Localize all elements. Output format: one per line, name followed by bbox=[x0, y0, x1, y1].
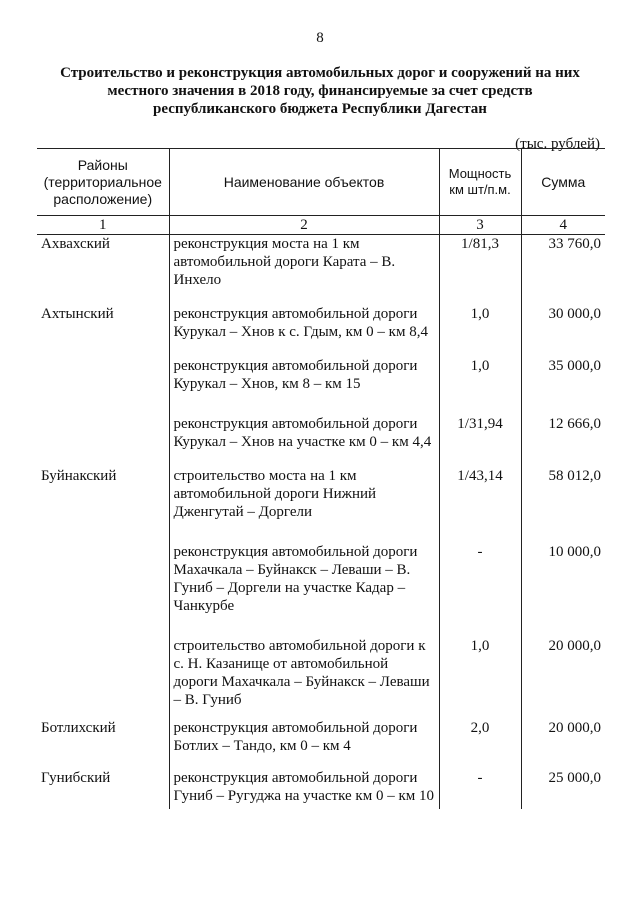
table-row bbox=[37, 719, 605, 769]
amount-cell: 58 012,0 bbox=[521, 467, 605, 543]
district-cell: Буйнакский bbox=[37, 467, 169, 543]
object-cell: реконструкция автомобильной дороги Махачкала – Буйнакск – Леваши – В. Гуниб – Доргели на участке Кадар – Чанкурбе bbox=[169, 543, 439, 637]
column-number: 1 bbox=[37, 216, 169, 235]
object-cell: реконструкция автомобильной дороги Ботлих – Тандо, км 0 – км 4 bbox=[169, 719, 439, 769]
header-capacity: Мощность км шт/п.м. bbox=[439, 149, 521, 216]
amount-cell: 25 000,0 bbox=[521, 769, 605, 809]
units-note: (тыс. рублей) bbox=[515, 136, 600, 152]
table-row bbox=[37, 637, 605, 719]
district-cell bbox=[37, 415, 169, 467]
title-line-1: Строительство и реконструкция автомобильных дорог и сооружений на них bbox=[60, 65, 580, 81]
capacity-cell: 1/31,94 bbox=[439, 415, 521, 467]
capacity-cell: 1,0 bbox=[439, 305, 521, 357]
table-row bbox=[37, 357, 605, 415]
capacity-cell: 1/81,3 bbox=[439, 235, 521, 306]
object-cell: реконструкция автомобильной дороги Курукал – Хнов на участке км 0 – км 4,4 bbox=[169, 415, 439, 467]
district-cell: Ахвахский bbox=[37, 235, 169, 306]
header-district: Районы (территориальное расположение) bbox=[37, 149, 169, 216]
column-number-row bbox=[37, 216, 605, 235]
header-object: Наименование объектов bbox=[169, 149, 439, 216]
page-number: 8 bbox=[316, 30, 324, 46]
table-row bbox=[37, 235, 605, 306]
roads-budget-table bbox=[37, 148, 605, 809]
amount-cell: 10 000,0 bbox=[521, 543, 605, 637]
object-cell: реконструкция автомобильной дороги Гуниб – Ругуджа на участке км 0 – км 10 bbox=[169, 769, 439, 809]
capacity-cell: - bbox=[439, 543, 521, 637]
object-cell: строительство моста на 1 км автомобильной дороги Нижний Дженгутай – Доргели bbox=[169, 467, 439, 543]
capacity-cell: 1/43,14 bbox=[439, 467, 521, 543]
amount-cell: 30 000,0 bbox=[521, 305, 605, 357]
amount-cell: 20 000,0 bbox=[521, 719, 605, 769]
header-amount: Сумма bbox=[521, 149, 605, 216]
amount-cell: 20 000,0 bbox=[521, 637, 605, 719]
object-cell: реконструкция автомобильной дороги Курукал – Хнов, км 8 – км 15 bbox=[169, 357, 439, 415]
amount-cell: 33 760,0 bbox=[521, 235, 605, 306]
district-cell bbox=[37, 357, 169, 415]
table-row bbox=[37, 467, 605, 543]
table-row bbox=[37, 543, 605, 637]
district-cell bbox=[37, 637, 169, 719]
district-cell: Ботлихский bbox=[37, 719, 169, 769]
column-number: 2 bbox=[169, 216, 439, 235]
district-cell: Гунибский bbox=[37, 769, 169, 809]
capacity-cell: - bbox=[439, 769, 521, 809]
amount-cell: 12 666,0 bbox=[521, 415, 605, 467]
table-header-row bbox=[37, 149, 605, 216]
table-row bbox=[37, 305, 605, 357]
object-cell: реконструкция моста на 1 км автомобильной дороги Карата – В. Инхело bbox=[169, 235, 439, 306]
amount-cell: 35 000,0 bbox=[521, 357, 605, 415]
district-cell bbox=[37, 543, 169, 637]
capacity-cell: 1,0 bbox=[439, 357, 521, 415]
table-row bbox=[37, 769, 605, 809]
object-cell: строительство автомобильной дороги к с. Н. Казанище от автомобильной дороги Махачкала – Буйнакск – Леваши – В. Гуниб bbox=[169, 637, 439, 719]
column-number: 3 bbox=[439, 216, 521, 235]
object-cell: реконструкция автомобильной дороги Курукал – Хнов к с. Гдым, км 0 – км 8,4 bbox=[169, 305, 439, 357]
document-title bbox=[40, 64, 600, 118]
district-cell: Ахтынский bbox=[37, 305, 169, 357]
title-line-2: местного значения в 2018 году, финансируемые за счет средств bbox=[107, 83, 533, 99]
table-row bbox=[37, 415, 605, 467]
title-line-3: республиканского бюджета Республики Дагестан bbox=[153, 101, 487, 117]
column-number: 4 bbox=[521, 216, 605, 235]
capacity-cell: 2,0 bbox=[439, 719, 521, 769]
capacity-cell: 1,0 bbox=[439, 637, 521, 719]
